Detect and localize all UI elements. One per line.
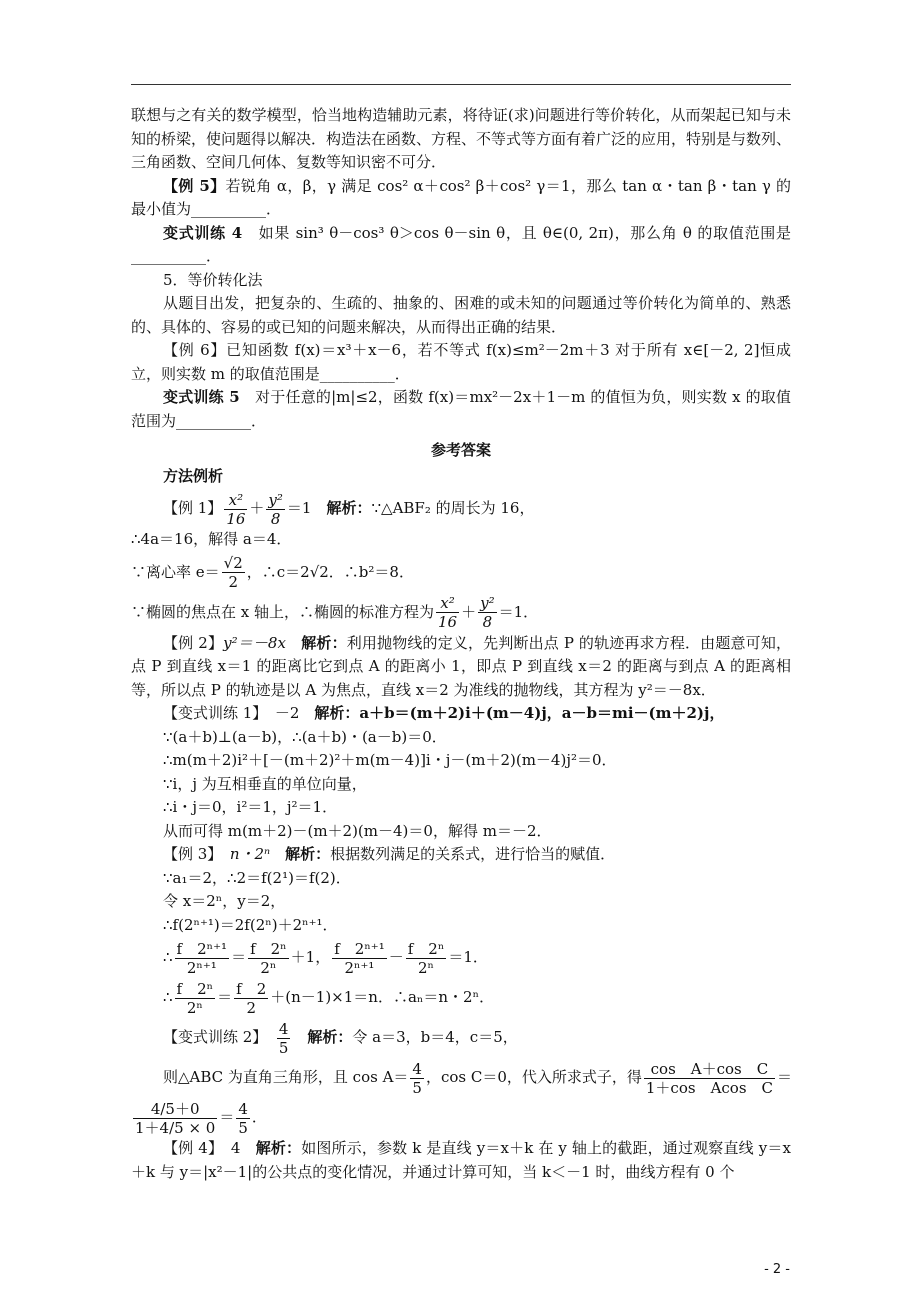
variant-4-text: 如果 sin³ θ－cos³ θ＞cos θ－sin θ，且 θ∈(0, 2π)，那么角 θ 的取值范围是__________． <box>131 223 791 265</box>
variant-2-line-1b: ，cos C＝0，代入所求式子，得 <box>425 1068 642 1086</box>
fraction-numerator: 4 <box>238 1099 248 1118</box>
variant-4-label: 变式训练 4 <box>163 223 243 242</box>
fraction-denominator: 5 <box>412 1078 422 1097</box>
analysis-label: 解析： <box>285 845 331 863</box>
fraction <box>133 1100 217 1137</box>
fraction <box>175 940 230 977</box>
variant-4 <box>131 222 791 269</box>
equals-sign: ＝ <box>777 1068 793 1086</box>
variant-5-label: 变式训练 5 <box>163 388 240 406</box>
fraction-numerator: f 2 <box>236 979 267 998</box>
fraction <box>436 594 459 631</box>
page-number: - 2 - <box>764 1262 790 1277</box>
fraction-numerator: √2 <box>223 554 243 572</box>
fraction-denominator: 8 <box>270 509 281 528</box>
therefore-sign: ∴ <box>163 948 173 966</box>
answer-1-line-4: ∵椭圆的焦点在 x 轴上，∴椭圆的标准方程为 $\frac{\text{x²}}{16}$ ＋ $\frac{\text{y²}}{8}$ ＝1． <box>131 594 539 631</box>
example-6-label: 【例 6】 <box>163 341 227 359</box>
fraction-numerator: 4 <box>412 1059 422 1078</box>
fraction-numerator: 4/5＋0 <box>133 1100 217 1119</box>
fraction-numerator: f 2ⁿ <box>250 939 287 958</box>
fraction-denominator: 2ⁿ⁺¹ <box>344 958 375 977</box>
variant-1-line-0: a＋b＝(m＋2)i＋(m－4)j，a－b＝mi－(m＋2)j， <box>359 704 725 722</box>
variant-2-line-1a: 则△ABC 为直角三角形，且 cos A＝ <box>163 1068 409 1086</box>
answer-3 <box>131 843 791 867</box>
fraction-denominator: 2ⁿ <box>418 958 435 977</box>
answer-3-line-1: ∵a₁＝2，∴2＝f(2¹)＝f(2)． <box>163 868 351 887</box>
variant-2-answer <box>131 1017 791 1057</box>
analysis-label: 解析： <box>307 1028 353 1046</box>
fraction <box>222 554 245 591</box>
answer-4-label: 【例 4】 <box>163 1139 216 1157</box>
variant-2-text: 令 a＝3，b＝4，c＝5， <box>352 1028 518 1046</box>
answer-3-text: 根据数列满足的关系式，进行恰当的赋值． <box>330 845 616 863</box>
fraction-denominator: 1＋cos Acos C <box>645 1078 774 1097</box>
example-6-text: 已知函数 f(x)＝x³＋x－6，若不等式 f(x)≤m²－2m＋3 对于所有 x∈[－2, 2]恒成立，则实数 m 的取值范围是__________． <box>131 341 791 383</box>
equals-one: ＝1 <box>286 499 312 517</box>
equals-sign: ＝ <box>219 1108 235 1126</box>
fraction-denominator: 5 <box>278 1038 289 1057</box>
variant-1-line-5: 从而可得 m(m＋2)－(m＋2)(m－4)＝0，解得 m＝－2． <box>163 821 552 840</box>
fraction <box>277 1020 291 1057</box>
page-content <box>131 104 791 1184</box>
answer-1-line-1: ∵△ABF₂ 的周长为 16， <box>371 499 535 517</box>
variant-2-line-1 <box>131 1057 791 1097</box>
fraction <box>175 980 216 1017</box>
answer-2 <box>131 632 791 703</box>
answer-1-header: 【例 1】 $\frac{\text{x²}}{16}$ ＋ $\frac{\text{y²}}{8}$ ＝1 解析：∵△ABF₂ 的周长为 16， <box>163 490 535 528</box>
fraction-denominator: 16 <box>438 613 458 631</box>
fraction-numerator: f 2ⁿ <box>176 979 214 998</box>
fraction-numerator: f 2ⁿ⁺¹ <box>176 939 228 958</box>
answer-3-line-5 <box>131 977 791 1017</box>
variant-1-line-4: ∴i・j＝0，i²＝1，j²＝1． <box>163 798 338 816</box>
answer-2-value: y²＝－8x <box>223 633 286 652</box>
variant-1-line-3: ∵i，j 为互相垂直的单位向量， <box>163 774 367 793</box>
eccentricity-text: ∵离心率 e＝ <box>131 562 220 581</box>
fraction <box>410 1060 424 1097</box>
equals-one: ＝1 <box>498 602 524 621</box>
methods-title: 方法例析 <box>163 466 224 485</box>
therefore-sign: ∴ <box>163 988 173 1006</box>
fraction-numerator: 4 <box>278 1019 289 1038</box>
fraction <box>406 940 447 977</box>
fraction-numerator: x² <box>224 491 247 510</box>
fraction-denominator: 2 <box>228 573 238 591</box>
fraction <box>478 594 497 631</box>
fraction-denominator: 2 <box>246 998 256 1017</box>
fraction-numerator: f 2ⁿ⁺¹ <box>334 939 385 958</box>
intro-paragraph: 联想与之有关的数学模型，恰当地构造辅助元素，将待证(求)问题进行等价转化，从而架起已知与未知的桥梁，使问题得以解决．构造法在函数、方程、不等式等方面有着广泛的应用，特别是与数列、三角函数、空间几何体、复数等知识密不可分． <box>131 106 792 171</box>
analysis-label: 解析： <box>301 633 347 652</box>
variant-1-value: －2 <box>274 704 300 722</box>
fraction-denominator: 16 <box>226 509 246 528</box>
fraction <box>234 980 268 1017</box>
fraction-denominator: 8 <box>482 613 493 631</box>
eccentricity-result: ，∴c＝2√2．∴b²＝8． <box>246 562 414 581</box>
example-6 <box>131 339 791 386</box>
equals-sign: ＝ <box>231 948 247 966</box>
fraction-denominator: 1＋4/5 × 0 <box>135 1118 216 1137</box>
answer-3-label: 【例 3】 <box>163 845 215 863</box>
section-5-title: 5．等价转化法 <box>163 270 263 289</box>
answers-title: 参考答案 <box>430 441 491 459</box>
answer-4 <box>131 1137 791 1184</box>
fraction-numerator: y² <box>268 490 283 509</box>
answer-4-text: 如图所示，参数 k 是直线 y＝x＋k 在 y 轴上的截距，通过观察直线 y＝x＋k 与 y＝|x²－1|的公共点的变化情况，并通过计算可知，当 k＜－1 时，曲线方程有 0 个 <box>131 1139 791 1181</box>
period: ． <box>251 1108 267 1126</box>
answer-2-text: 利用抛物线的定义，先判断出点 P 的轨迹再求方程．由题意可知，点 P 到直线 x＝1 的距离比它到点 A 的距离小 1，即点 P 到直线 x＝2 的距离与到点 A 的距离相等，所以点 P 的轨迹是以 A 为焦点，直线 x＝2 为准线的抛物线，其方程为 y²＝－8x． <box>131 633 791 699</box>
variant-5 <box>131 386 791 433</box>
answer-3-line-2: 令 x＝2ⁿ，y＝2， <box>163 892 286 910</box>
header-rule <box>131 84 791 85</box>
example-5-label: 【例 5】 <box>163 176 226 195</box>
fraction-numerator: cos A＋cos C <box>644 1060 775 1079</box>
fraction <box>266 491 285 528</box>
variant-1-label: 【变式训练 1】 <box>163 704 260 722</box>
section-5-text: 从题目出发，把复杂的、生疏的、抽象的、困难的或未知的问题通过等价转化为简单的、熟悉的、具体的、容易的或已知的问题来解决，从而得出正确的结果． <box>131 294 791 336</box>
analysis-label: 解析： <box>326 499 372 517</box>
variant-2-label: 【变式训练 2】 <box>163 1028 260 1046</box>
answer-2-label: 【例 2】 <box>163 633 224 652</box>
analysis-label: 解析： <box>255 1139 302 1157</box>
answer-3-value: n・2ⁿ <box>229 845 271 863</box>
fraction-numerator: x² <box>436 594 459 613</box>
minus-sign: － <box>388 948 404 966</box>
fraction-denominator: 5 <box>238 1118 248 1137</box>
period: ． <box>523 602 539 621</box>
fraction-denominator: 2ⁿ <box>260 958 277 977</box>
fraction-denominator: 2ⁿ⁺¹ <box>186 958 217 977</box>
fraction <box>644 1060 775 1097</box>
equals-one: ＝1． <box>448 948 488 966</box>
variant-1-line-2: ∴m(m＋2)i²＋[－(m＋2)²＋m(m－4)]i・j－(m＋2)(m－4)j²＝0． <box>163 751 617 769</box>
example-5 <box>131 175 791 222</box>
variant-1-answer <box>131 702 791 726</box>
fraction <box>332 940 387 977</box>
plus-one: ＋1， <box>290 948 331 966</box>
variant-5-text: 对于任意的|m|≤2，函数 f(x)＝mx²－2x＋1－m 的值恒为负，则实数 x 的取值范围为__________． <box>131 388 791 430</box>
analysis-label: 解析： <box>314 704 360 722</box>
ellipse-text: ∵椭圆的焦点在 x 轴上，∴椭圆的标准方程为 <box>131 602 434 621</box>
answer-4-value: 4 <box>230 1139 241 1157</box>
answer-1-line-3 <box>131 552 791 592</box>
fraction <box>224 491 247 528</box>
answer-1-label: 【例 1】 <box>163 499 223 517</box>
fraction <box>248 940 289 977</box>
equals-sign: ＝ <box>217 988 233 1006</box>
fraction-numerator: f 2ⁿ <box>407 939 445 958</box>
variant-1-line-1: ∵(a＋b)⊥(a－b)，∴(a＋b)・(a－b)＝0． <box>163 727 447 746</box>
variant-2-line-2 <box>131 1097 791 1137</box>
answer-3-line-3: ∴f(2ⁿ⁺¹)＝2f(2ⁿ)＋2ⁿ⁺¹． <box>163 915 338 934</box>
answer-1-line-2: ∴4a＝16，解得 a＝4． <box>131 530 292 548</box>
answer-3-result: ＋(n－1)×1＝n．∴aₙ＝n・2ⁿ． <box>270 988 495 1006</box>
example-5-text: 若锐角 α，β，γ 满足 cos² α＋cos² β＋cos² γ＝1，那么 tan α・tan β・tan γ 的最小值为__________． <box>131 176 791 218</box>
fraction-numerator: y² <box>480 594 495 612</box>
fraction <box>236 1100 250 1137</box>
answer-3-line-4 <box>131 937 791 977</box>
fraction-denominator: 2ⁿ <box>186 998 203 1017</box>
